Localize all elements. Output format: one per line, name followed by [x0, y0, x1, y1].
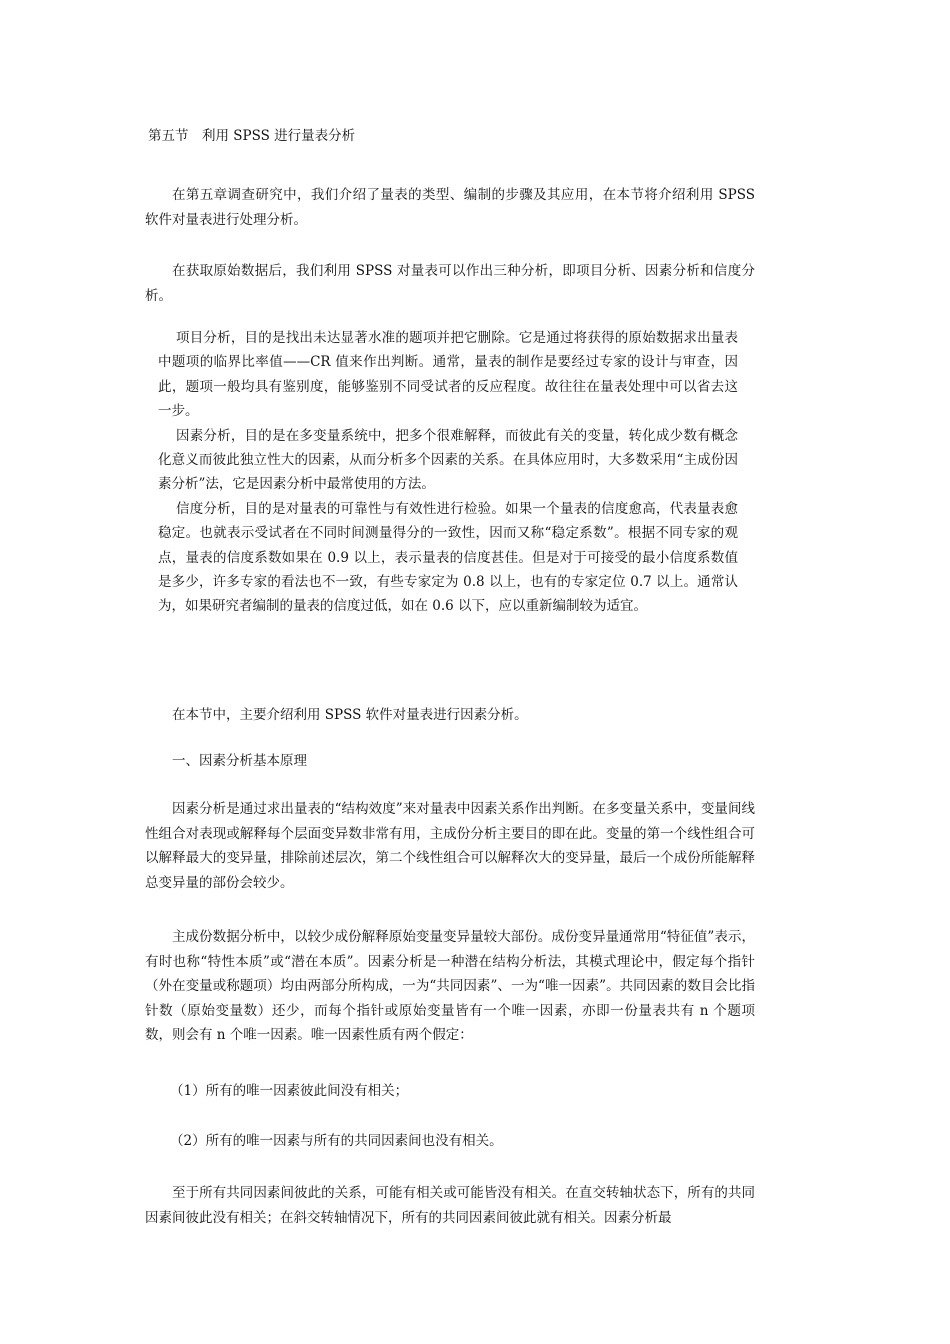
- section-title: 第五节 利用 SPSS 进行量表分析: [148, 128, 356, 144]
- overview-paragraph: 在获取原始数据后，我们利用 SPSS 对量表可以作出三种分析，即项目分析、因素分析和信度分析。: [145, 263, 755, 304]
- reliability-analysis-paragraph: 信度分析，目的是对量表的可靠性与有效性进行检验。如果一个量表的信度愈高，代表量表愈稳定。也就表示受试者在不同时间测量得分的一致性，因而又称“稳定系数”。根据不同专家的观点，量表的信度系数如果在 0.9 以上，表示量表的信度甚佳。但是对于可接受的最小信度系数值是多少，许多专家的看法也不一致，有些专家定为 0.8 以上，也有的专家定位 0.7 以上。通常认为，如果研究者编制的量表的信度过低，如在 0.6 以下，应以重新编制较为适宜。: [158, 500, 738, 615]
- item-analysis-paragraph: 项目分析，目的是找出未达显著水准的题项并把它删除。它是通过将获得的原始数据求出量表中题项的临界比率值——CR 值来作出判断。通常，量表的制作是要经过专家的设计与审查，因此，题项一般均具有鉴别度，能够鉴别不同受试者的反应程度。故往往在量表处理中可以省去这一步。: [158, 330, 738, 420]
- principle-paragraph-1: 因素分析是通过求出量表的“结构效度”来对量表中因素关系作出判断。在多变量关系中，变量间线性组合对表现或解释每个层面变异数非常有用，主成份分析主要目的即在此。变量的第一个线性组合可以解释最大的变异量，排除前述层次，第二个线性组合可以解释次大的变异量，最后一个成份所能解释总变异量的部份会较少。: [145, 801, 755, 891]
- factor-analysis-paragraph: 因素分析，目的是在多变量系统中，把多个很难解释，而彼此有关的变量，转化成少数有概念化意义而彼此独立性大的因素，从而分析多个因素的关系。在具体应用时，大多数采用“主成份因素分析”法，它是因素分析中最常使用的方法。: [158, 427, 738, 493]
- assumption-2: （2）所有的唯一因素与所有的共同因素间也没有相关。: [170, 1133, 503, 1149]
- principle-paragraph-3: 至于所有共同因素间彼此的关系，可能有相关或可能皆没有相关。在直交转轴状态下，所有的共同因素间彼此没有相关；在斜交转轴情况下，所有的共同因素间彼此就有相关。因素分析最: [145, 1185, 755, 1226]
- intro-paragraph: 在第五章调查研究中，我们介绍了量表的类型、编制的步骤及其应用，在本节将介绍利用 SPSS 软件对量表进行处理分析。: [145, 187, 755, 228]
- section-heading: 一、因素分析基本原理: [172, 753, 307, 769]
- analysis-types-block: [158, 326, 738, 619]
- principle-paragraph-2: 主成份数据分析中，以较少成份解释原始变量变异量较大部份。成份变异量通常用“特征值”表示，有时也称“特性本质”或“潜在本质”。因素分析是一种潜在结构分析法，其模式理论中，假定每个指针（外在变量或称题项）均由两部分所构成，一为“共同因素”、一为“唯一因素”。共同因素的数目会比指针数（原始变量数）还少，而每个指针或原始变量皆有一个唯一因素，亦即一份量表共有 n 个题项数，则会有 n 个唯一因素。唯一因素性质有两个假定：: [145, 929, 755, 1043]
- focus-paragraph: 在本节中，主要介绍利用 SPSS 软件对量表进行因素分析。: [172, 707, 528, 723]
- assumption-1: （1）所有的唯一因素彼此间没有相关；: [170, 1083, 409, 1099]
